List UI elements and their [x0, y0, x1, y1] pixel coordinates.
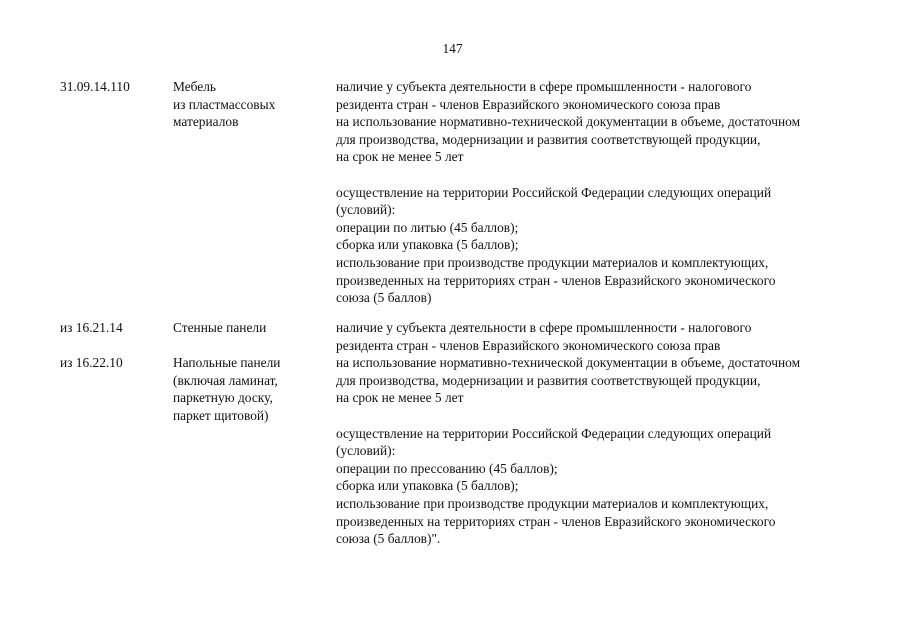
condition-line: для производства, модернизации и развития соответствующей продукции,: [336, 131, 761, 147]
conditions-block: [336, 78, 896, 307]
condition-line: сборка или упаковка (5 баллов);: [336, 478, 519, 494]
condition-line: на срок не менее 5 лет: [336, 390, 464, 406]
condition-line: осуществление на территории Российской Федерации следующих операций: [336, 425, 772, 441]
condition-line: операции по прессованию (45 баллов);: [336, 460, 558, 476]
conditions-block: [336, 319, 896, 548]
condition-line: (условий):: [336, 443, 396, 459]
product-name-line: Мебель: [173, 79, 217, 94]
condition-paragraph: [336, 184, 896, 307]
condition-paragraph: [336, 425, 896, 548]
product-name-line: из пластмассовых: [173, 96, 276, 112]
condition-line: на использование нормативно-технической документации в объеме, достаточном: [336, 355, 801, 371]
product-code: из 16.22.10: [60, 355, 123, 370]
product-code: 31.09.14.110: [60, 79, 130, 94]
condition-line: для производства, модернизации и развития соответствующей продукции,: [336, 372, 761, 388]
condition-line: операции по литью (45 баллов);: [336, 219, 519, 235]
product-name-line: Напольные панели: [173, 355, 281, 370]
condition-line: произведенных на территориях стран - членов Евразийского экономического: [336, 272, 776, 288]
condition-line: наличие у субъекта деятельности в сфере промышленности - налогового: [336, 320, 752, 335]
condition-line: использование при производстве продукции материалов и комплектующих,: [336, 495, 769, 511]
condition-paragraph: [336, 78, 896, 166]
product-code: из 16.21.14: [60, 320, 123, 335]
product-name-line: паркетную доску,: [173, 390, 273, 406]
condition-line: на срок не менее 5 лет: [336, 149, 464, 165]
condition-line: использование при производстве продукции материалов и комплектующих,: [336, 254, 769, 270]
product-name: Стенные панели: [173, 320, 267, 335]
condition-line: резидента стран - членов Евразийского экономического союза прав: [336, 96, 721, 112]
condition-line: осуществление на территории Российской Федерации следующих операций: [336, 184, 772, 200]
product-name-line: материалов: [173, 114, 239, 130]
product-name: [173, 78, 323, 131]
condition-line: сборка или упаковка (5 баллов);: [336, 237, 519, 253]
page-number: 147: [442, 41, 463, 56]
condition-line: союза (5 баллов): [336, 290, 432, 306]
condition-line: союза (5 баллов)".: [336, 531, 441, 547]
condition-line: на использование нормативно-технической документации в объеме, достаточном: [336, 114, 801, 130]
condition-paragraph: [336, 319, 896, 407]
product-name: [173, 354, 323, 424]
product-name-line: паркет щитовой): [173, 407, 269, 423]
condition-line: резидента стран - членов Евразийского экономического союза прав: [336, 337, 721, 353]
condition-line: наличие у субъекта деятельности в сфере промышленности - налогового: [336, 79, 752, 94]
product-name-line: (включая ламинат,: [173, 372, 278, 388]
condition-line: произведенных на территориях стран - членов Евразийского экономического: [336, 513, 776, 529]
condition-line: (условий):: [336, 202, 396, 218]
